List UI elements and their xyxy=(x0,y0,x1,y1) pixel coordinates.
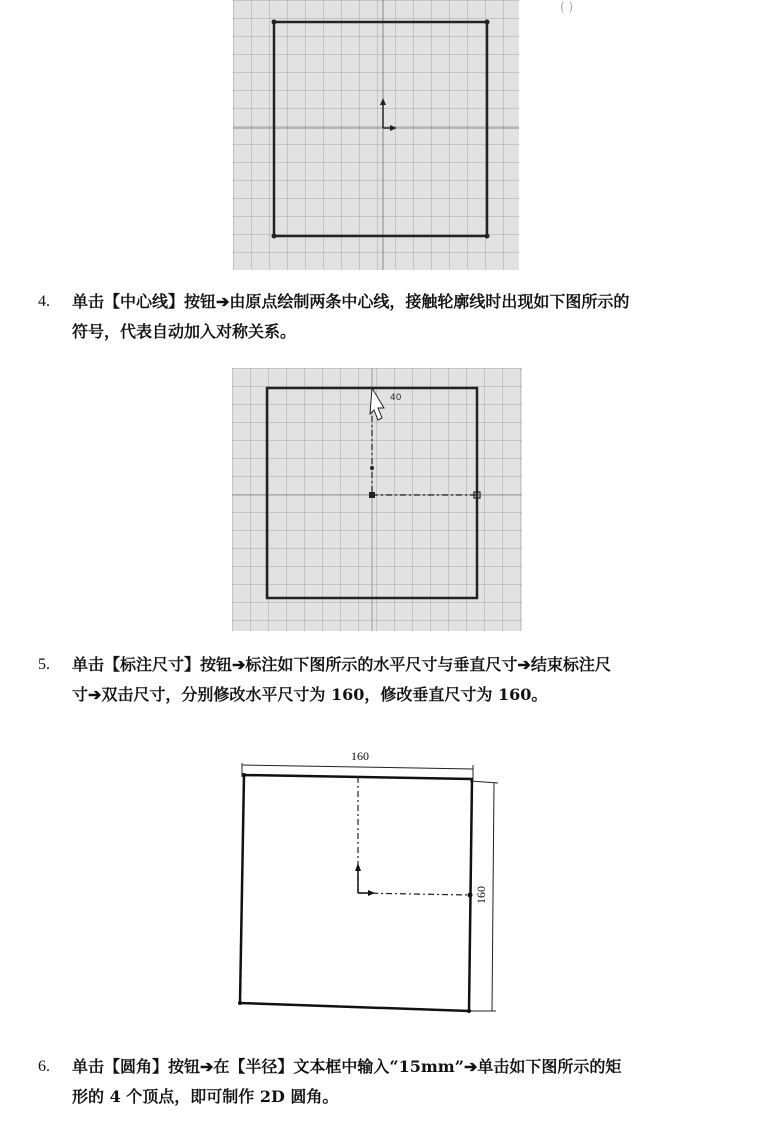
step-text-line: 符号，代表自动加入对称关系。 xyxy=(72,322,297,341)
step-text-line: 寸➔双击尺寸，分别修改水平尺寸为 160，修改垂直尺寸为 160。 xyxy=(72,685,548,704)
vertex-point xyxy=(467,1009,471,1013)
figure-centerline-sketch xyxy=(232,368,522,631)
horizontal-dimension-line xyxy=(242,765,473,769)
rectangle-sketch-drawing xyxy=(233,0,519,270)
step-number: 5. xyxy=(38,656,50,673)
step-number: 6. xyxy=(38,1058,50,1075)
origin-y-arrowhead xyxy=(355,863,361,871)
step-number: 4. xyxy=(38,293,50,310)
figure-rectangle-sketch xyxy=(233,0,519,270)
vertical-dimension-label: 160 xyxy=(474,886,488,904)
step-text-line: 单击【中心线】按钮➔由原点绘制两条中心线，接触轮廓线时出现如下图所示的 xyxy=(72,292,630,311)
sketch-rectangle xyxy=(240,775,472,1011)
step-text-line: 单击【标注尺寸】按钮➔标注如下图所示的水平尺寸与垂直尺寸➔结束标注尺 xyxy=(72,655,611,674)
centerline-sketch-drawing xyxy=(232,368,522,631)
step-text-line: 形的 4 个顶点，即可制作 2D 圆角。 xyxy=(72,1087,339,1106)
vertex-point xyxy=(485,234,490,239)
vertex-point xyxy=(272,234,277,239)
origin-x-arrowhead xyxy=(390,125,397,131)
horizontal-dimension-label: 160 xyxy=(351,749,369,763)
origin-y-arrowhead xyxy=(380,98,386,105)
midpoint-dot xyxy=(370,466,374,470)
vertex-point xyxy=(238,1001,242,1005)
sketch-rectangle xyxy=(274,22,487,236)
step-text-line: 单击【圆角】按钮➔在【半径】文本框中输入“15mm”➔单击如下图所示的矩 xyxy=(72,1057,622,1076)
midpoint-dot xyxy=(468,893,473,898)
extension-line xyxy=(470,781,498,783)
vertex-point xyxy=(485,20,490,25)
margin-scribble: ( ) xyxy=(560,0,574,14)
snap-value-label: 40 xyxy=(390,393,402,403)
horizontal-centerline xyxy=(358,893,470,895)
step-4 xyxy=(38,287,758,349)
step-5 xyxy=(38,650,758,712)
vertex-point xyxy=(272,20,277,25)
origin-x-arrowhead xyxy=(368,890,375,896)
dimensioned-rectangle-drawing xyxy=(230,745,505,1020)
vertical-dimension-line xyxy=(492,783,494,1011)
origin-marker xyxy=(369,492,375,498)
vertex-point xyxy=(242,773,246,777)
step-6 xyxy=(38,1052,758,1114)
figure-dimensioned-rectangle xyxy=(230,745,505,1020)
